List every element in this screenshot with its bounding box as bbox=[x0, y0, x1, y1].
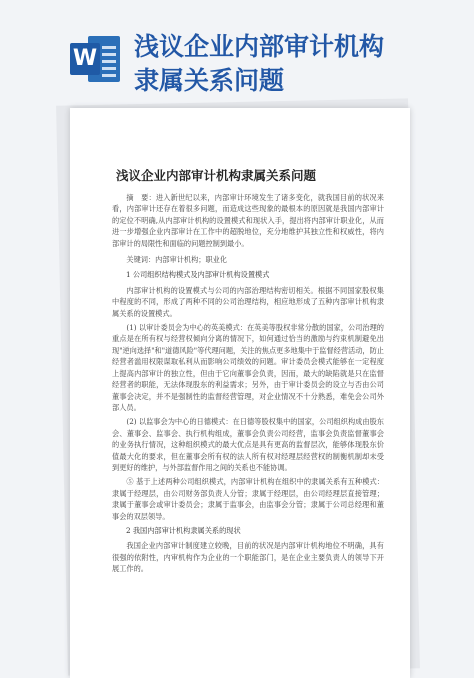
document-page bbox=[70, 108, 410, 678]
page-title-line-1: 浅议企业内部审计机构 bbox=[134, 32, 385, 61]
keywords-line: 关键词：内部审计机构；职业化 bbox=[126, 255, 228, 265]
page-title-line-2: 隶属关系问题 bbox=[134, 66, 285, 95]
body-paragraph: 摘 要：进入新世纪以来，内部审计环境发生了诸多变化，就我国目前的状况来看，内部审计还存在着很多问题，而造成这些现象的最根本的原因就是我国内部审计的定位不明确,从内部审计机构的设置模式和现状入手，提出将内部审计职业化，从而进一步增强企业内部审计在工作中的超脱地位，充分地维护其独立性和权威性，将内部审计的局限性和面临的问题控制到最小。 bbox=[112, 193, 384, 248]
document-body bbox=[112, 192, 384, 578]
section-heading: 1 公司组织结构模式及内部审计机构设置模式 bbox=[126, 270, 270, 280]
body-paragraph: (1) 以审计委员会为中心的英美模式：在英美等股权非常分散的国家，公司治理的重点是在所有权与经营权倾向分离的情况下，如何通过恰当的激励与约束机制避免出现"逆向选择"和"道德风险"等代理问题，关注的焦点更多地集中于监督经营活动，防止经营者滥用权限谋取私利从而影响公司绩效的问题。审计委员会模式能够在一定程度上提高内部审计的独立性，但由于它向董事会负责，因而，最大的缺陷就是只在监督经营者的职能，无法体现股东的利益需求；另外，由于审计委员会的设立与否由公司董事会决定，并不是强制性的监督经营管理，对企业情况不十分熟悉，难免会公司外部人员。 bbox=[112, 323, 384, 412]
body-paragraph: 我国企业内部审计制度建立较晚，目前的状况是内部审计机构地位不明确，具有很强的依附性，内审机构作为企业的一个职能部门，是在企业主要负责人的领导下开展工作的。 bbox=[112, 541, 384, 574]
word-icon-letter: W bbox=[70, 43, 100, 75]
page-title bbox=[134, 30, 454, 98]
watermark bbox=[16, 249, 32, 275]
word-document-icon bbox=[70, 34, 122, 86]
document-title: 浅议企业内部审计机构隶属关系问题 bbox=[116, 168, 317, 183]
body-paragraph: ⑤ 基于上述两种公司组织模式，内部审计机构在组织中的隶属关系有五种模式：隶属于经理层，由公司财务部负责人分管；隶属于经理层，由公司经理层直接管理；隶属于董事会或审计委员会；隶属于监事会，由监事会分管；隶属于公司总经理和董事会的双层领导。 bbox=[112, 477, 384, 521]
section-heading: 2 我国内部审计机构隶属关系的现状 bbox=[126, 525, 241, 535]
body-paragraph: 内部审计机构的设置模式与公司的内部治理结构密切相关。根据不同国家股权集中程度的不同，形成了两种不同的公司治理结构，相应地形成了五种内部审计机构隶属关系的设置模式。 bbox=[112, 285, 384, 318]
body-paragraph: (2) 以监事会为中心的日德模式：在日德等股权集中的国家，公司组织构成由股东会、董事会、监事会、执行机构组成，董事会负责公司经营，监事会负责监督董事会的业务执行情况，这种组织模式的最大优点是具有更高的监督层次，能够体现股东价值最大化的要求，但在董事会所有权的法人所有权对经理层经营权的制衡机制却未受到更好的维护，与外部监督作用之间的关系也不能协调。 bbox=[112, 417, 384, 472]
